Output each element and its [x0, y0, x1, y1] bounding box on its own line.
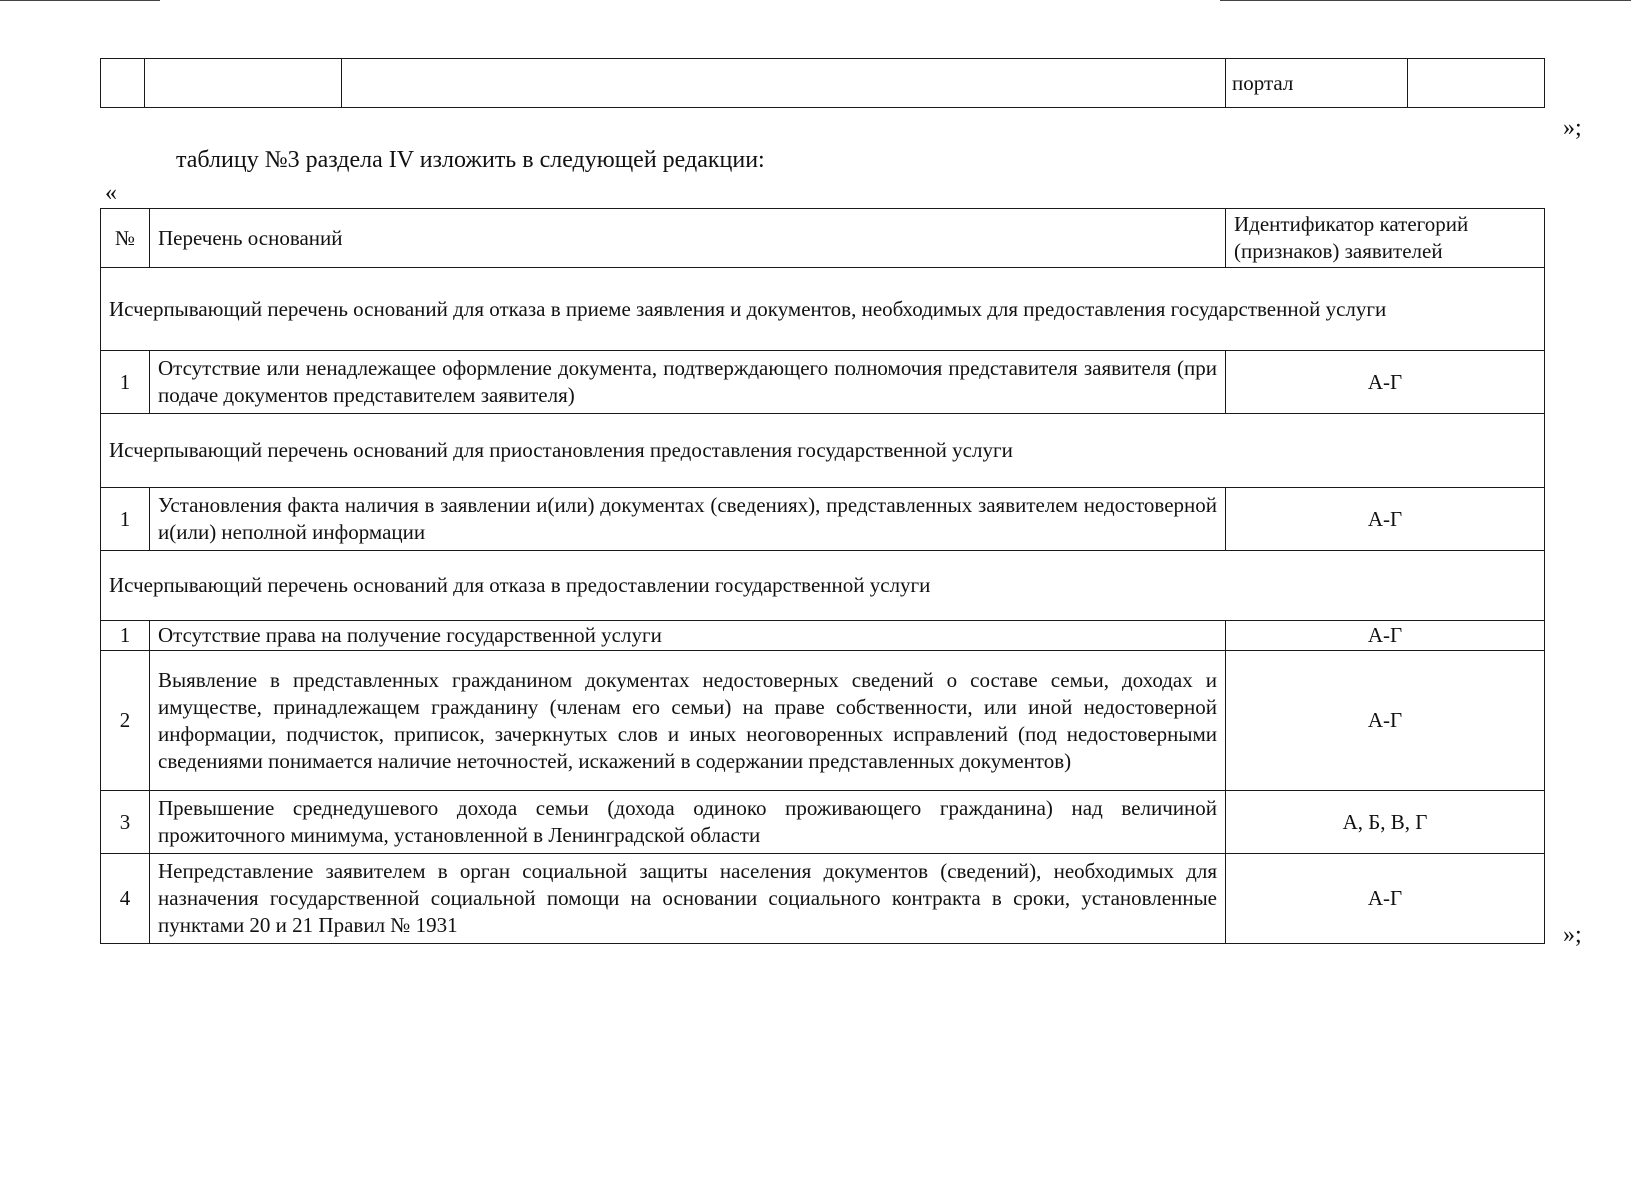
section-title-row: [101, 551, 1545, 621]
previous-table-fragment: [100, 58, 1545, 108]
row-text: Превышение среднедушевого дохода семьи (дохода одиноко проживающего гражданина) над величиной прожиточного минимума, установленной в Ленинградской области: [150, 791, 1226, 854]
section-title: Исчерпывающий перечень оснований для отказа в предоставлении государственной услуги: [101, 551, 1545, 621]
row-text: Непредставление заявителем в орган социальной защиты населения документов (сведений), необходимых для назначения государственной социальной помощи на основании социального контракта в сроки, установленные пунктами 20 и 21 Правил № 1931: [150, 854, 1226, 944]
row-category: А, Б, В, Г: [1226, 791, 1545, 854]
row-text: Отсутствие или ненадлежащее оформление документа, подтверждающего полномочия представителя заявителя (при подаче документов представителем заявителя): [150, 351, 1226, 414]
table-row: [101, 854, 1545, 944]
table-cell: [145, 59, 342, 108]
close-quote-top: »;: [1563, 115, 1582, 141]
header-grounds: Перечень оснований: [150, 209, 1226, 268]
row-text: Отсутствие права на получение государственной услуги: [150, 621, 1226, 651]
row-number: 1: [101, 488, 150, 551]
section-title-row: [101, 414, 1545, 488]
section-title-row: [101, 268, 1545, 351]
header-number: №: [101, 209, 150, 268]
row-category: А-Г: [1226, 351, 1545, 414]
table-row: [101, 59, 1545, 108]
table-cell: [101, 59, 145, 108]
row-text: Установления факта наличия в заявлении и(или) документах (сведениях), представленных заявителем недостоверной и(или) неполной информации: [150, 488, 1226, 551]
scan-edge-right: [1220, 0, 1631, 1]
table-row: [101, 621, 1545, 651]
table-cell: [342, 59, 1226, 108]
portal-cell: портал: [1226, 59, 1408, 108]
scan-edge-left: [0, 0, 160, 1]
row-category: А-Г: [1226, 488, 1545, 551]
table-cell: [1408, 59, 1545, 108]
table-row: [101, 351, 1545, 414]
section-title: Исчерпывающий перечень оснований для отказа в приеме заявления и документов, необходимых для предоставления государственной услуги: [101, 268, 1545, 351]
row-number: 4: [101, 854, 150, 944]
open-quote: «: [105, 180, 117, 206]
table-row: [101, 791, 1545, 854]
row-category: А-Г: [1226, 854, 1545, 944]
close-quote-bottom: »;: [1563, 922, 1582, 948]
row-number: 3: [101, 791, 150, 854]
intro-text: таблицу №3 раздела IV изложить в следующей редакции:: [176, 147, 765, 173]
row-number: 1: [101, 621, 150, 651]
row-text: Выявление в представленных гражданином документах недостоверных сведений о составе семьи, доходах и имуществе, принадлежащем гражданину (членам его семьи) на праве собственности, или иной недостоверной информации, подчисток, приписок, зачеркнутых слов и иных неоговоренных исправлений (под недостоверными сведениями понимается наличие неточностей, искажений в содержании представленных документов): [150, 651, 1226, 791]
section-title: Исчерпывающий перечень оснований для приостановления предоставления государственной услуги: [101, 414, 1545, 488]
table-row: [101, 488, 1545, 551]
header-category: Идентификатор категорий (признаков) заявителей: [1226, 209, 1545, 268]
row-category: А-Г: [1226, 621, 1545, 651]
table-header-row: [101, 209, 1545, 268]
row-category: А-Г: [1226, 651, 1545, 791]
grounds-table: [100, 208, 1545, 944]
table-row: [101, 651, 1545, 791]
row-number: 2: [101, 651, 150, 791]
row-number: 1: [101, 351, 150, 414]
